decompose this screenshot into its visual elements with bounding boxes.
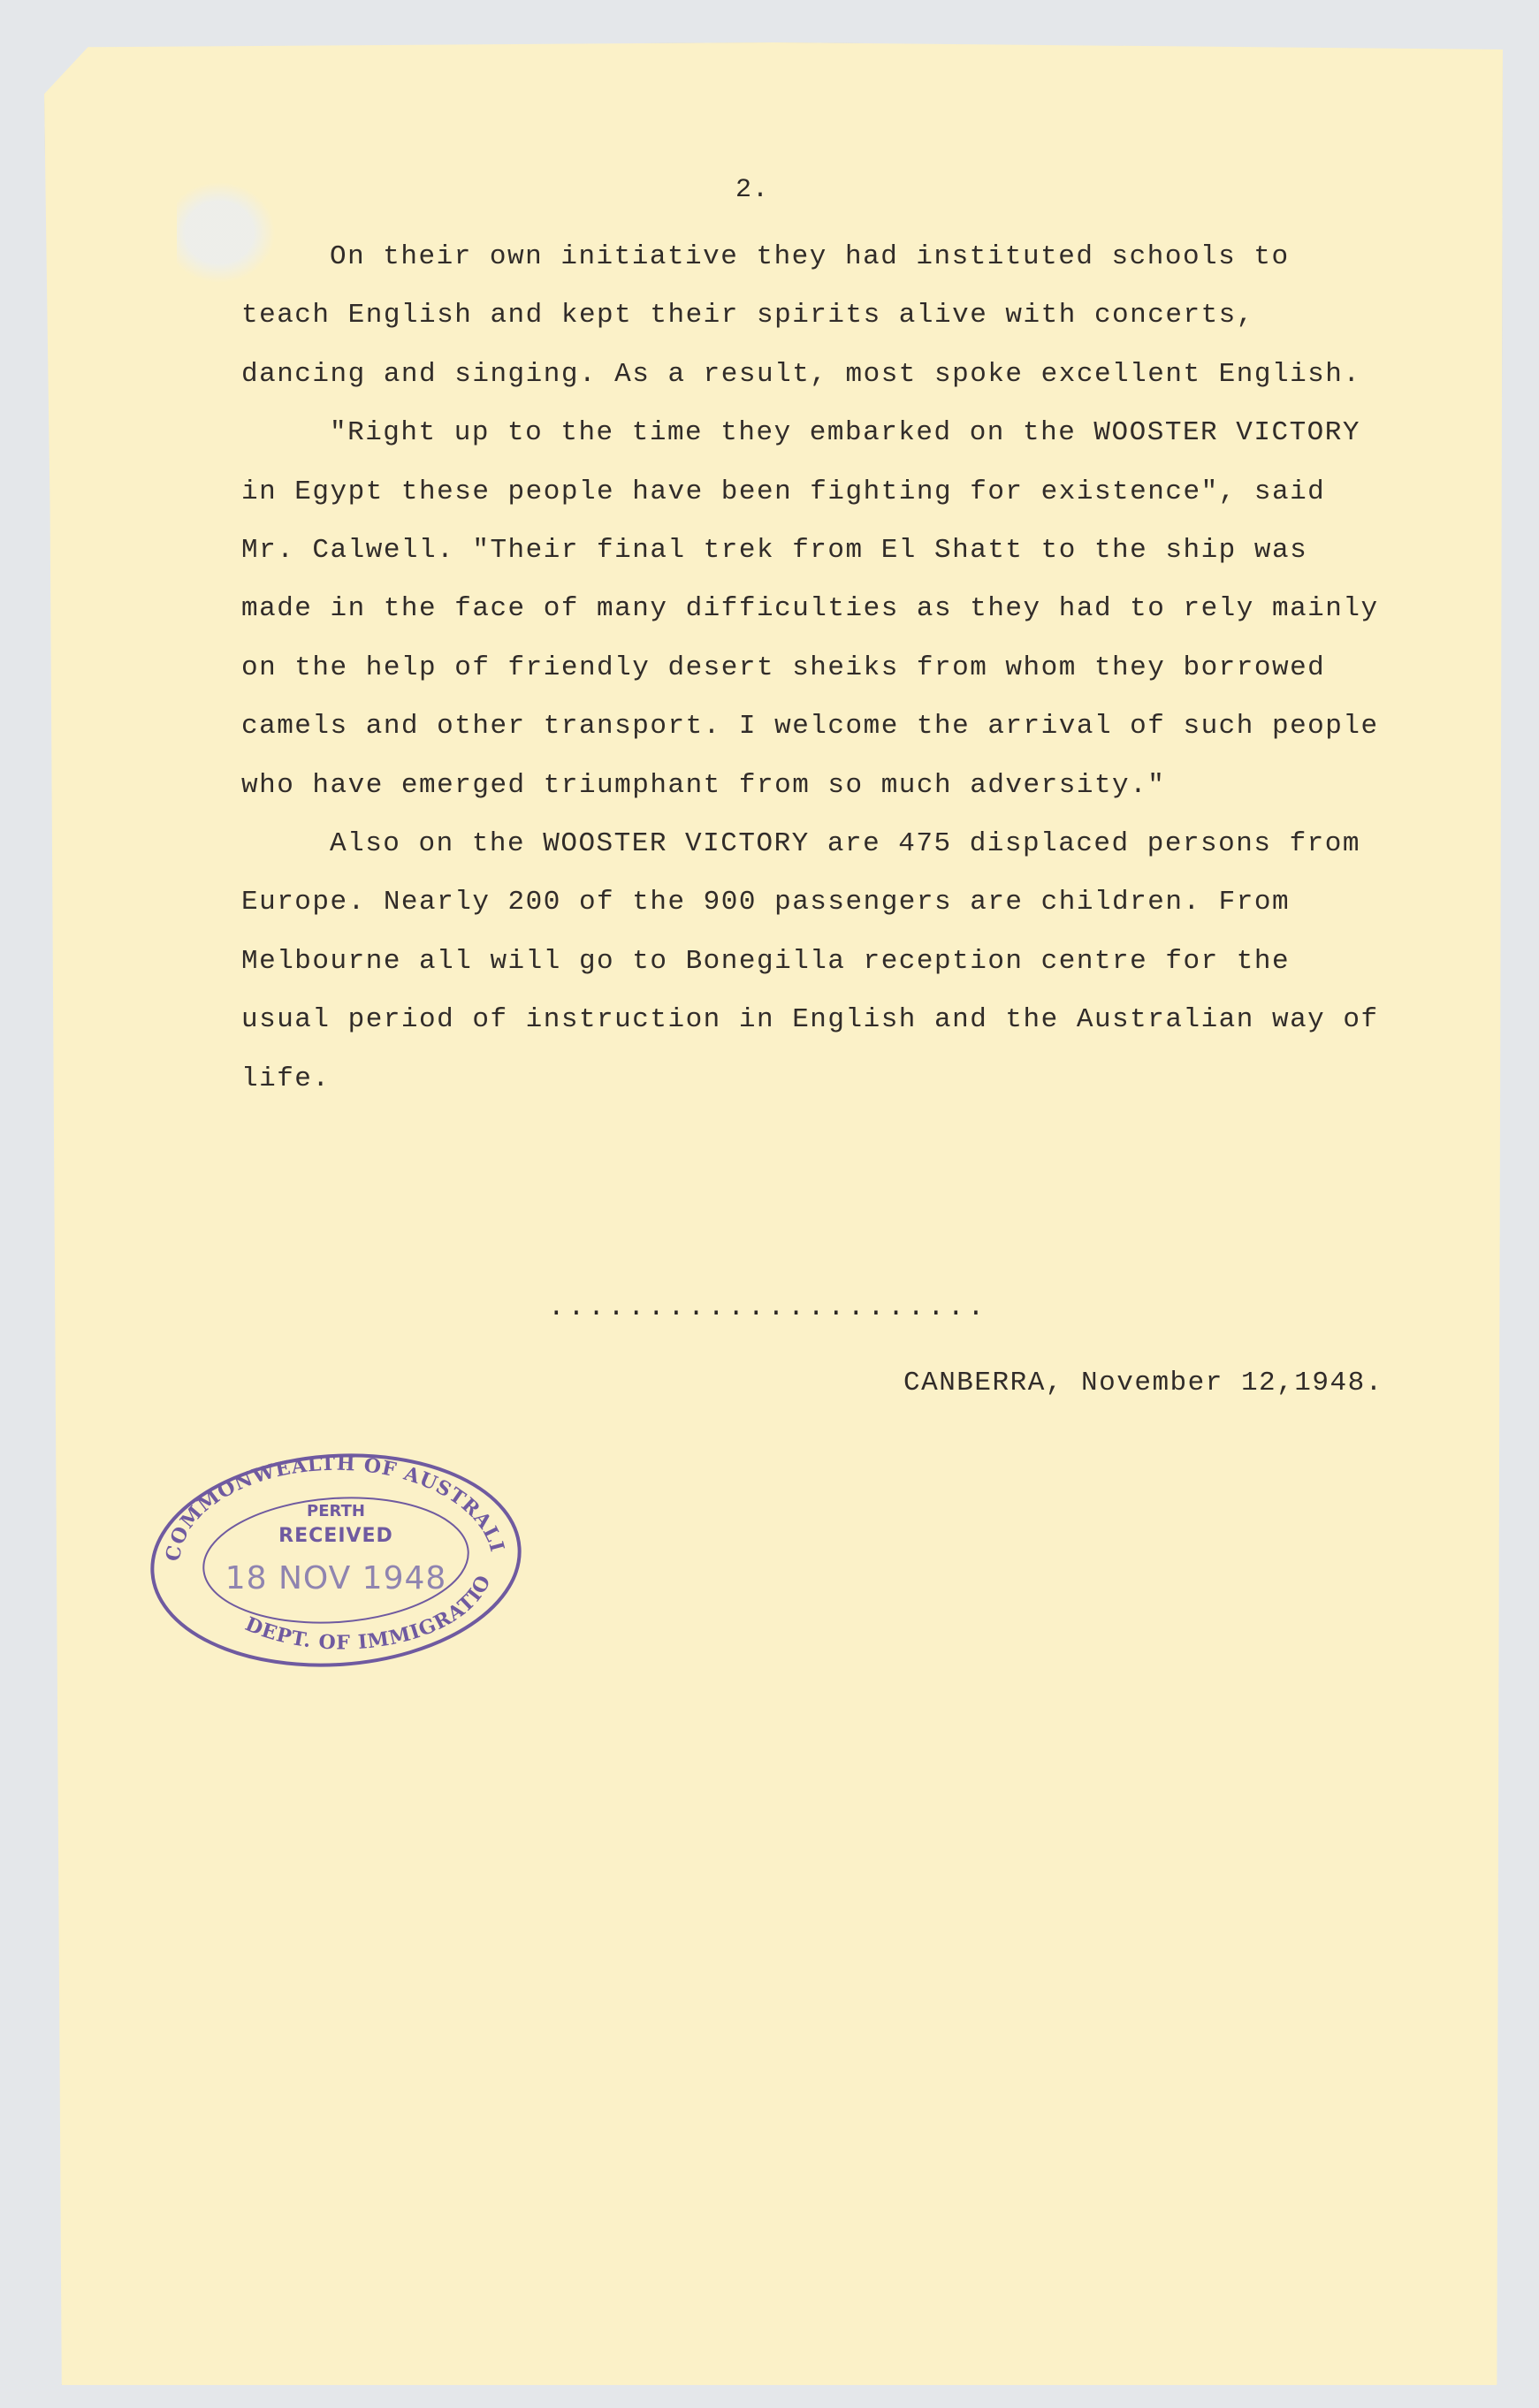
stamp-status: RECEIVED	[278, 1525, 393, 1547]
dateline: CANBERRA, November 12,1948.	[903, 1368, 1383, 1398]
page-number: 2.	[735, 175, 770, 205]
stamp-city: PERTH	[307, 1502, 365, 1520]
received-stamp	[146, 1445, 526, 1675]
stamp-top-arc: COMMONWEALTH OF AUSTRALI	[161, 1452, 509, 1564]
stamp-bottom-arc: DEPT. OF IMMIGRATIO	[241, 1571, 496, 1655]
separator-dots: ......................	[548, 1292, 988, 1323]
paragraph: Also on the WOOSTER VICTORY are 475 displaced persons from Europe. Nearly 200 of the 900 passengers are children. From Melbourne all will go to Bonegilla reception centre for the usual period of instruction in English and the Australian way of life.	[241, 828, 1379, 1094]
paragraph: On their own initiative they had instituted schools to teach English and kept their spirits alive with concerts, dancing and singing. As a result, most spoke excellent English.	[241, 241, 1361, 390]
paragraph: "Right up to the time they embarked on the WOOSTER VICTORY in Egypt these people have been fighting for existence", said Mr. Calwell. "Their final trek from El Shatt to the ship was made in the face of many difficulties as they had to rely mainly on the help of friendly desert sheiks from whom they borrowed camels and other transport. I welcome the arrival of such people who have emerged triumphant from so much adversity."	[241, 417, 1379, 801]
stamp-date: 18 NOV 1948	[225, 1560, 447, 1596]
document-body	[241, 228, 1390, 1109]
